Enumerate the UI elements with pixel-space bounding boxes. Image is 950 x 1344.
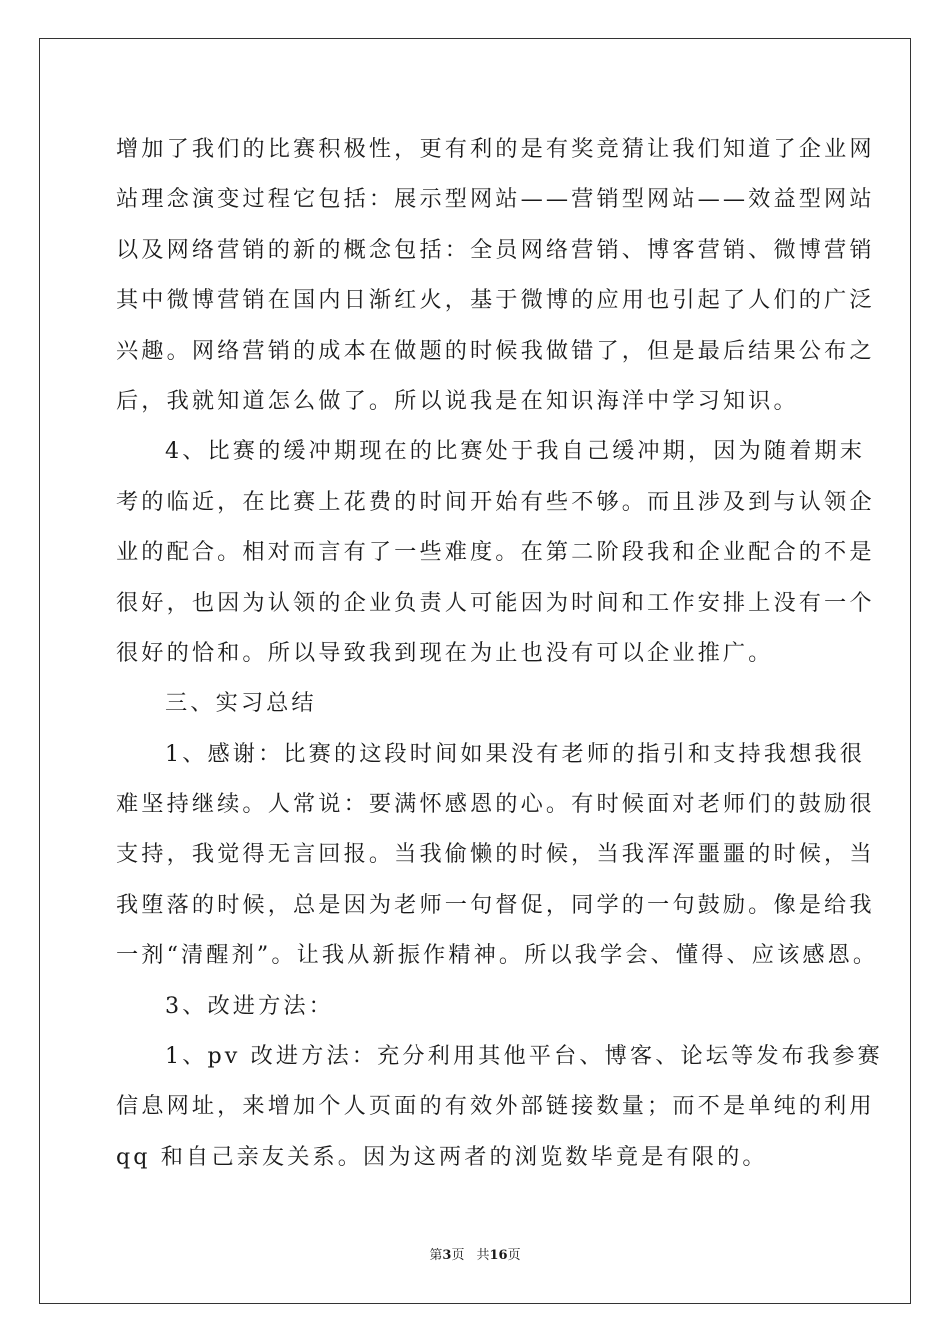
text-line: 以及网络营销的新的概念包括：全员网络营销、博客营销、微博营销 [116, 236, 875, 263]
text-line: 1、pv 改进方法：充分利用其他平台、博客、论坛等发布我参赛 [165, 1043, 883, 1070]
text-line: 考的临近，在比赛上花费的时间开始有些不够。而且涉及到与认领企 [116, 488, 875, 515]
text-line: 很好的恰和。所以导致我到现在为止也没有可以企业推广。 [116, 639, 774, 666]
text-line: 一剂“清醒剂”。让我从新振作精神。所以我学会、懂得、应该感恩。 [116, 942, 879, 969]
text-line: 信息网址，来增加个人页面的有效外部链接数量；而不是单纯的利用 [116, 1093, 875, 1120]
total-pages: 16 [489, 1248, 508, 1263]
text-line: 3、改进方法： [165, 992, 334, 1019]
text-line: 难坚持继续。人常说：要满怀感恩的心。有时候面对老师们的鼓励很 [116, 791, 875, 818]
page-number: 3 [442, 1248, 452, 1263]
text-line: 后，我就知道怎么做了。所以说我是在知识海洋中学习知识。 [116, 387, 799, 414]
text-line: 三、实习总结 [165, 690, 317, 717]
page-prefix: 第 [429, 1248, 443, 1263]
text-line: 4、比赛的缓冲期现在的比赛处于我自己缓冲期，因为随着期末 [165, 438, 865, 465]
total-suffix: 页 [507, 1248, 521, 1263]
text-line: 兴趣。网络营销的成本在做题的时候我做错了，但是最后结果公布之 [116, 337, 875, 364]
text-line: 1、感谢：比赛的这段时间如果没有老师的指引和支持我想我很 [165, 740, 865, 767]
text-line: 业的配合。相对而言有了一些难度。在第二阶段我和企业配合的不是 [116, 539, 875, 566]
page-suffix: 页 [451, 1248, 465, 1263]
text-line: 增加了我们的比赛积极性，更有利的是有奖竞猜让我们知道了企业网 [116, 136, 875, 162]
total-prefix: 共 [476, 1248, 490, 1263]
document-body [116, 124, 883, 1182]
text-line: qq 和自己亲友关系。因为这两者的浏览数毕竟是有限的。 [116, 1143, 768, 1170]
text-line: 我堕落的时候，总是因为老师一句督促，同学的一句鼓励。像是给我 [116, 891, 875, 918]
text-line: 站理念演变过程它包括：展示型网站——营销型网站——效益型网站 [116, 186, 875, 213]
text-line: 很好，也因为认领的企业负责人可能因为时间和工作安排上没有一个 [116, 589, 875, 616]
text-line: 支持，我觉得无言回报。当我偷懒的时候，当我浑浑噩噩的时候，当 [116, 841, 875, 868]
page-footer [0, 1246, 950, 1266]
text-line: 其中微博营销在国内日渐红火，基于微博的应用也引起了人们的广泛 [116, 287, 875, 314]
